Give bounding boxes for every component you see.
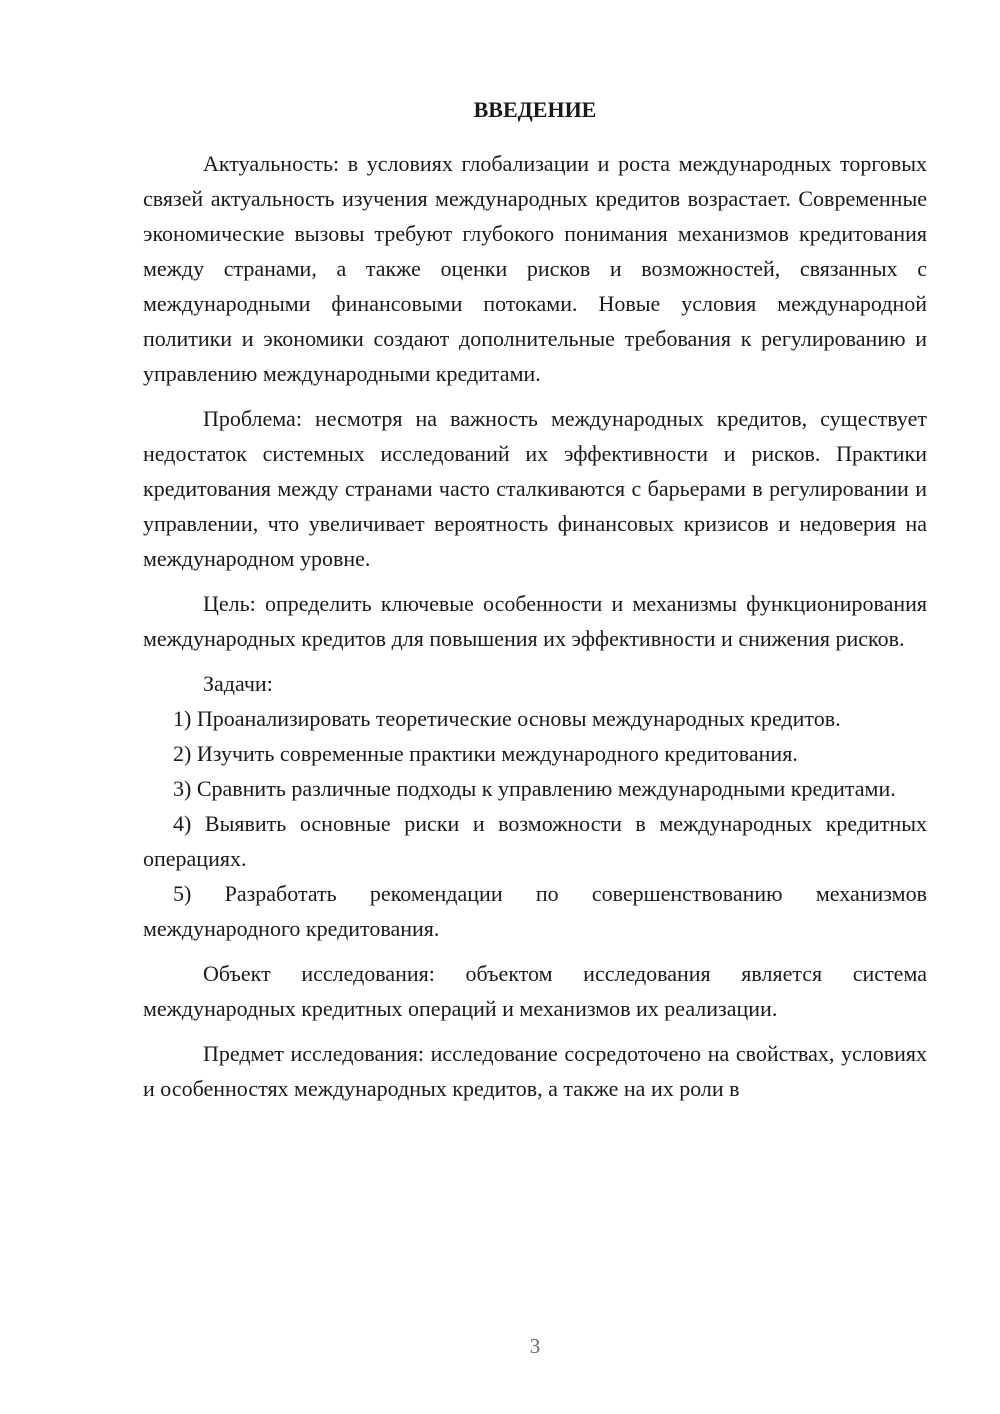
section-heading: ВВЕДЕНИЕ xyxy=(473,97,597,122)
tasks-label: Задачи: xyxy=(203,671,273,696)
task-item: 5) Разработать рекомендации по совершенствованию механизмов международного кредитования. xyxy=(143,881,927,941)
task-item: 4) Выявить основные риски и возможности в международных кредитных операциях. xyxy=(143,811,927,871)
problem-paragraph: Проблема: несмотря на важность международных кредитов, существует недостаток системных исследований их эффективности и рисков. Практики кредитования между странами часто сталкиваются с барьерами в регулировании и управлении, что увеличивает вероятность финансовых кризисов и недоверия на международном уровне. xyxy=(143,406,927,571)
task-item: 3) Сравнить различные подходы к управлению международными кредитами. xyxy=(173,776,896,801)
relevance-paragraph: Актуальность: в условиях глобализации и роста международных торговых связей актуальность изучения международных кредитов возрастает. Современные экономические вызовы требуют глубокого понимания механизмов кредитования между странами, а также оценки рисков и возможностей, связанных с международными финансовыми потоками. Новые условия международной политики и экономики создают дополнительные требования к регулированию и управлению международными кредитами. xyxy=(143,151,927,386)
subject-paragraph: Предмет исследования: исследование сосредоточено на свойствах, условиях и особенностях международных кредитов, а также на их роли в xyxy=(143,1041,927,1101)
task-item: 1) Проанализировать теоретические основы международных кредитов. xyxy=(173,706,841,731)
page-number: 3 xyxy=(529,1334,541,1358)
goal-paragraph: Цель: определить ключевые особенности и механизмы функционирования международных кредитов для повышения их эффективности и снижения рисков. xyxy=(143,591,927,651)
task-item: 2) Изучить современные практики международного кредитования. xyxy=(173,741,798,766)
object-paragraph: Объект исследования: объектом исследования является система международных кредитных операций и механизмов их реализации. xyxy=(143,961,927,1021)
document-page xyxy=(143,92,927,1106)
